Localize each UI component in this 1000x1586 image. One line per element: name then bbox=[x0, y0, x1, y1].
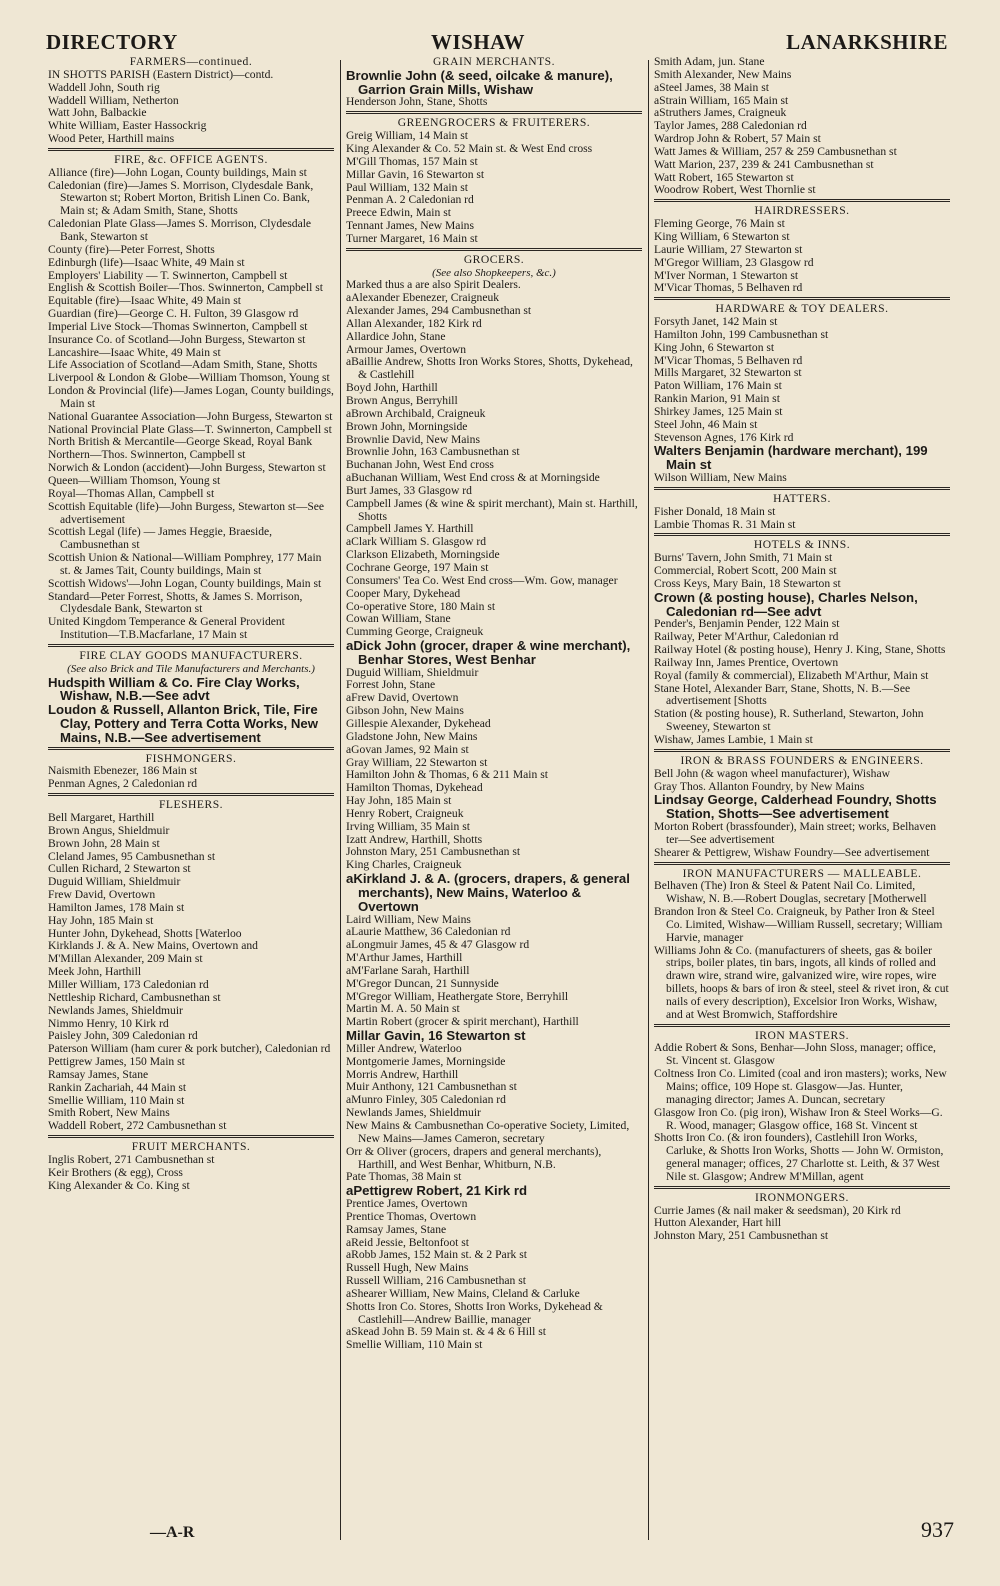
directory-entry: Glasgow Iron Co. (pig iron), Wishaw Iron & Steel Works—G. R. Wood, manager; Glasgow office, 168 St. Vincent st bbox=[654, 1105, 943, 1132]
directory-entry: Marked thus a are also Spirit Dealers. bbox=[346, 278, 521, 292]
directory-entry: aReid Jessie, Beltonfoot st bbox=[346, 1235, 470, 1249]
directory-entry: Royal (family & commercial), Elizabeth M'Arthur, Main st bbox=[654, 668, 929, 682]
directory-entry: London & Provincial (life)—James Logan, County buildings, Main st bbox=[48, 384, 334, 410]
directory-entry: M'Gregor William, Heathergate Store, Berryhill bbox=[346, 989, 569, 1003]
directory-entry: White William, Easter Hassockrig bbox=[48, 119, 207, 133]
directory-entry: Shotts Iron Co. (& iron founders), Castlehill Iron Works, Carluke, & Shotts Iron Works, Shotts — John W. Ormiston, general manager; offices, 27 Charlotte st. Leith, & 37 West Nile st. Glasgow; Andrew M'Millan, agent bbox=[654, 1131, 944, 1183]
directory-entry: Muir Anthony, 121 Cambusnethan st bbox=[346, 1080, 517, 1094]
directory-entry: Queen—William Thomson, Young st bbox=[48, 474, 221, 487]
directory-section bbox=[346, 248, 642, 1352]
directory-entry: Rankin Marion, 91 Main st bbox=[654, 392, 780, 406]
directory-entry: M'Vicar Thomas, 5 Belhaven rd bbox=[654, 353, 803, 367]
directory-entry: Turner Margaret, 16 Main st bbox=[346, 231, 478, 245]
directory-entry: Smellie William, 110 Main st bbox=[48, 1093, 185, 1107]
directory-entry: Watt Robert, 165 Stewarton st bbox=[654, 170, 794, 184]
directory-entry: Employers' Liability — T. Swinnerton, Campbell st bbox=[48, 268, 288, 282]
directory-entry: Brown Angus, Berryhill bbox=[346, 394, 458, 407]
section-title: GRAIN MERCHANTS. bbox=[432, 56, 555, 68]
directory-entry: Duguid William, Shieldmuir bbox=[346, 665, 479, 679]
directory-entry: Inglis Robert, 271 Cambusnethan st bbox=[48, 1152, 215, 1166]
directory-section bbox=[654, 487, 950, 532]
directory-entry: Nettleship Richard, Cambusnethan st bbox=[48, 990, 221, 1004]
directory-entry: Hamilton Thomas, Dykehead bbox=[346, 781, 483, 795]
directory-entry: Smith Robert, New Mains bbox=[48, 1106, 170, 1120]
directory-entry: Waddell John, South rig bbox=[48, 80, 160, 94]
directory-entry: Paterson William (ham curer & pork butcher), Caledonian rd bbox=[48, 1042, 331, 1056]
directory-entry: Wishaw, James Lambie, 1 Main st bbox=[654, 733, 813, 746]
section-note: (See also Brick and Tile Manufacturers and Merchants.) bbox=[67, 662, 315, 675]
column-3 bbox=[654, 56, 950, 1546]
directory-section bbox=[654, 749, 950, 860]
directory-entry: Laird William, New Mains bbox=[346, 912, 471, 926]
directory-entry: Greig William, 14 Main st bbox=[346, 129, 469, 143]
directory-entry: Brown John, Morningside bbox=[346, 419, 468, 433]
directory-entry: Kirklands J. & A. New Mains, Overtown and bbox=[48, 939, 258, 953]
directory-section bbox=[48, 148, 334, 642]
directory-entry: King William, 6 Stewarton st bbox=[654, 229, 790, 243]
directory-entry: IN SHOTTS PARISH (Eastern District)—contd. bbox=[48, 67, 274, 81]
directory-entry: Russell Hugh, New Mains bbox=[346, 1261, 469, 1275]
page-header bbox=[46, 30, 948, 56]
directory-entry: Alliance (fire)—John Logan, County buildings, Main st bbox=[48, 165, 307, 179]
directory-entry: Cullen Richard, 2 Stewarton st bbox=[48, 862, 191, 876]
directory-entry: Henderson John, Stane, Shotts bbox=[346, 95, 488, 109]
directory-entry: Campbell James Y. Harthill bbox=[346, 522, 474, 536]
directory-entry: Coltness Iron Co. Limited (coal and iron masters); works, New Mains; office, 109 Hope st. Glasgow—Jas. Hunter, managing director; James A. Duncan, secretary bbox=[654, 1067, 947, 1106]
directory-entry: Millar Gavin, 16 Stewarton st bbox=[346, 1028, 526, 1044]
directory-entry: Guardian (fire)—George C. H. Fulton, 39 Glasgow rd bbox=[48, 307, 299, 321]
directory-entry: Smith Alexander, New Mains bbox=[654, 67, 792, 81]
directory-entry: Allardice John, Stane bbox=[346, 329, 446, 343]
directory-entry: Station (& posting house), R. Sutherland, Stewarton, John Sweeney, Stewarton st bbox=[654, 707, 924, 734]
directory-entry: Miller Andrew, Waterloo bbox=[346, 1041, 462, 1055]
directory-entry: aBrown Archibald, Craigneuk bbox=[346, 406, 486, 420]
directory-entry: Hamilton John & Thomas, 6 & 211 Main st bbox=[346, 768, 548, 782]
directory-entry: Wilson William, New Mains bbox=[654, 471, 787, 485]
directory-entry: Burt James, 33 Glasgow rd bbox=[346, 483, 472, 497]
directory-entry: Railway Inn, James Prentice, Overtown bbox=[654, 655, 839, 669]
directory-entry: Campbell James (& wine & spirit merchant), Main st. Harthill, Shotts bbox=[346, 496, 638, 523]
directory-entry: aGovan James, 92 Main st bbox=[346, 742, 469, 756]
directory-entry: Insurance Co. of Scotland—John Burgess, Stewarton st bbox=[48, 332, 306, 346]
directory-entry: Newlands James, Shieldmuir bbox=[48, 1003, 183, 1017]
section-title: HATTERS. bbox=[773, 491, 831, 505]
directory-entry: Shirkey James, 125 Main st bbox=[654, 404, 783, 418]
directory-entry: English & Scottish Boiler—Thos. Swinnerton, Campbell st bbox=[48, 281, 324, 295]
directory-entry: aSkead John B. 59 Main st. & 4 & 6 Hill st bbox=[346, 1325, 546, 1339]
directory-entry: Buchanan John, West End cross bbox=[346, 458, 494, 472]
directory-entry: Belhaven (The) Iron & Steel & Patent Nail Co. Limited, Wishaw, N. B.—Robert Douglas, secretary [Motherwell bbox=[654, 879, 927, 906]
directory-entry: aRobb James, 152 Main st. & 2 Park st bbox=[346, 1248, 527, 1262]
directory-entry: aBuchanan William, West End cross & at Morningside bbox=[346, 471, 600, 485]
section-rule bbox=[48, 793, 334, 796]
directory-entry: Ramsay James, Stane bbox=[48, 1067, 149, 1081]
directory-entry: Waddell Robert, 272 Cambusnethan st bbox=[48, 1119, 227, 1133]
directory-entry: Boyd John, Harthill bbox=[346, 381, 438, 395]
directory-entry: aFrew David, Overtown bbox=[346, 691, 459, 705]
section-rule bbox=[48, 644, 334, 647]
section-rule bbox=[654, 1024, 950, 1027]
directory-entry: Martin Robert (grocer & spirit merchant), Harthill bbox=[346, 1015, 579, 1029]
directory-entry: Loudon & Russell, Allanton Brick, Tile, Fire Clay, Pottery and Terra Cotta Works, New Mains, N.B.—See advertisement bbox=[48, 702, 318, 745]
directory-entry: Irving William, 35 Main st bbox=[346, 819, 470, 833]
directory-entry: Penman Agnes, 2 Caledonian rd bbox=[48, 777, 198, 791]
section-rule bbox=[654, 199, 950, 202]
directory-entry: Cumming George, Craigneuk bbox=[346, 625, 484, 639]
directory-entry: Brandon Iron & Steel Co. Craigneuk, by Pather Iron & Steel Co. Limited, Wishaw—William Russell, secretary; William Harvie, manager bbox=[654, 905, 943, 944]
directory-entry: aMunro Finley, 305 Caledonian rd bbox=[346, 1093, 506, 1107]
section-title: GROCERS. bbox=[463, 252, 525, 266]
directory-entry: Brown John, 28 Main st bbox=[48, 836, 160, 850]
directory-entry: Penman A. 2 Caledonian rd bbox=[346, 193, 474, 207]
directory-entry: Caledonian (fire)—James S. Morrison, Clydesdale Bank, Stewarton st; Robert Morton, British Linen Co. Bank, Main st; & Adam Smith, Stane, Shotts bbox=[48, 178, 314, 218]
directory-entry: Brown Angus, Shieldmuir bbox=[48, 823, 170, 837]
directory-entry: aAlexander Ebenezer, Craigneuk bbox=[346, 291, 500, 305]
directory-entry: Pate Thomas, 38 Main st bbox=[346, 1170, 462, 1184]
directory-entry: National Provincial Plate Glass—T. Swinnerton, Campbell st bbox=[48, 422, 332, 436]
directory-section bbox=[654, 297, 950, 485]
directory-entry: Walters Benjamin (hardware merchant), 199 Main st bbox=[654, 443, 928, 473]
directory-entry: Smith Adam, jun. Stane bbox=[654, 56, 765, 68]
directory-entry: Gray William, 22 Stewarton st bbox=[346, 755, 488, 769]
directory-entry: Allan Alexander, 182 Kirk rd bbox=[346, 316, 482, 330]
directory-section bbox=[48, 644, 334, 745]
directory-entry: Currie James (& nail maker & seedsman), 20 Kirk rd bbox=[654, 1203, 901, 1217]
section-rule bbox=[654, 862, 950, 865]
directory-entry: aPettigrew Robert, 21 Kirk rd bbox=[346, 1183, 528, 1199]
directory-entry: Bell Margaret, Harthill bbox=[48, 811, 155, 825]
directory-section bbox=[654, 862, 950, 1022]
directory-entry: Millar Gavin, 16 Stewarton st bbox=[346, 167, 485, 181]
directory-entry: Forrest John, Stane bbox=[346, 678, 436, 692]
directory-section bbox=[346, 56, 642, 109]
directory-entry: Waddell William, Netherton bbox=[48, 93, 179, 107]
directory-entry: King Alexander & Co. 52 Main st. & West End cross bbox=[346, 141, 593, 155]
directory-entry: Orr & Oliver (grocers, drapers and general merchants), Harthill, and West Benhar, Whitburn, N.B. bbox=[346, 1144, 602, 1171]
section-rule bbox=[654, 1186, 950, 1189]
directory-section bbox=[654, 1186, 950, 1243]
directory-entry: Hunter John, Dykehead, Shotts [Waterloo bbox=[48, 926, 242, 940]
directory-section bbox=[654, 1024, 950, 1184]
directory-entry: Nimmo Henry, 10 Kirk rd bbox=[48, 1016, 169, 1030]
section-rule bbox=[654, 297, 950, 300]
directory-entry: Woodrow Robert, West Thornlie st bbox=[654, 183, 816, 197]
directory-entry: M'Arthur James, Harthill bbox=[346, 951, 463, 965]
directory-entry: Lancashire—Isaac White, 49 Main st bbox=[48, 345, 221, 359]
directory-entry: Mills Margaret, 32 Stewarton st bbox=[654, 366, 802, 380]
header-left-title: DIRECTORY bbox=[46, 30, 178, 54]
signature-mark: —A-R bbox=[150, 1524, 195, 1541]
directory-entry: Morton Robert (brassfounder), Main street; works, Belhaven ter—See advertisement bbox=[654, 819, 937, 846]
directory-entry: Bell John (& wagon wheel manufacturer), Wishaw bbox=[654, 766, 890, 780]
directory-entry: aLaurie Matthew, 36 Caledonian rd bbox=[346, 925, 511, 939]
directory-section bbox=[346, 111, 642, 245]
directory-entry: Hamilton James, 178 Main st bbox=[48, 900, 185, 914]
directory-entry: aStrain William, 165 Main st bbox=[654, 93, 789, 107]
section-title: HARDWARE & TOY DEALERS. bbox=[715, 302, 889, 316]
section-rule bbox=[48, 148, 334, 151]
section-title: IRON MANUFACTURERS — MALLEABLE. bbox=[682, 866, 922, 880]
directory-entry: Alexander James, 294 Cambusnethan st bbox=[346, 304, 532, 318]
directory-entry: Paul William, 132 Main st bbox=[346, 180, 469, 194]
directory-section bbox=[654, 56, 950, 197]
section-title: FIRE, &c. OFFICE AGENTS. bbox=[114, 152, 268, 166]
directory-entry: Cross Keys, Mary Bain, 18 Stewarton st bbox=[654, 576, 841, 590]
directory-section bbox=[654, 533, 950, 746]
directory-entry: Life Association of Scotland—Adam Smith, Stane, Shotts bbox=[48, 358, 318, 372]
header-center-title: WISHAW bbox=[431, 30, 526, 54]
directory-entry: Watt James & William, 257 & 259 Cambusnethan st bbox=[654, 144, 897, 158]
directory-entry: Cowan William, Stane bbox=[346, 612, 451, 626]
directory-entry: Consumers' Tea Co. West End cross—Wm. Gow, manager bbox=[346, 573, 618, 587]
section-rule bbox=[48, 747, 334, 750]
section-rule bbox=[654, 487, 950, 490]
directory-entry: Scottish Union & National—William Pomphrey, 177 Main st. & James Tait, County buildings, Main st bbox=[48, 551, 322, 577]
directory-entry: aShearer William, New Mains, Cleland & Carluke bbox=[346, 1286, 580, 1300]
directory-entry: Brownlie John (& seed, oilcake & manure), Garrion Grain Mills, Wishaw bbox=[346, 67, 613, 97]
section-title: FLESHERS. bbox=[158, 798, 224, 812]
directory-entry: Edinburgh (life)—Isaac White, 49 Main st bbox=[48, 255, 245, 269]
directory-entry: Prentice James, Overtown bbox=[346, 1196, 468, 1210]
directory-entry: New Mains & Cambusnethan Co-operative Society, Limited, New Mains—James Cameron, secretary bbox=[346, 1118, 630, 1145]
directory-section bbox=[48, 56, 334, 146]
directory-entry: Henry Robert, Craigneuk bbox=[346, 806, 464, 820]
directory-entry: Wardrop John & Robert, 57 Main st bbox=[654, 132, 821, 146]
directory-entry: Fisher Donald, 18 Main st bbox=[654, 504, 776, 518]
directory-section bbox=[48, 747, 334, 792]
directory-entry: Brownlie John, 163 Cambusnethan st bbox=[346, 445, 520, 459]
directory-entry: Steel John, 46 Main st bbox=[654, 417, 758, 431]
directory-entry: Co-operative Store, 180 Main st bbox=[346, 599, 496, 613]
section-title: IRON & BRASS FOUNDERS & ENGINEERS. bbox=[680, 753, 924, 767]
column-2 bbox=[346, 56, 642, 1546]
directory-entry: Stevenson Agnes, 176 Kirk rd bbox=[654, 430, 794, 444]
directory-entry: M'Millan Alexander, 209 Main st bbox=[48, 952, 203, 966]
directory-entry: Railway, Peter M'Arthur, Caledonian rd bbox=[654, 630, 839, 644]
directory-entry: Cleland James, 95 Cambusnethan st bbox=[48, 849, 216, 863]
directory-entry: Gladstone John, New Mains bbox=[346, 729, 478, 743]
directory-entry: aClark William S. Glasgow rd bbox=[346, 535, 487, 549]
directory-entry: United Kingdom Temperance & General Provident Institution—T.B.Macfarlane, 17 Main st bbox=[48, 615, 285, 642]
directory-entry: Scottish Legal (life) — James Heggie, Braeside, Cambusnethan st bbox=[48, 525, 273, 552]
directory-entry: Duguid William, Shieldmuir bbox=[48, 875, 181, 889]
directory-entry: Johnston Mary, 251 Cambusnethan st bbox=[654, 1229, 829, 1243]
directory-entry: Hudspith William & Co. Fire Clay Works, Wishaw, N.B.—See advt bbox=[48, 674, 300, 704]
directory-entry: Railway Hotel (& posting house), Henry J. King, Stane, Shotts bbox=[654, 643, 946, 657]
directory-entry: Watt Marion, 237, 239 & 241 Cambusnethan st bbox=[654, 157, 874, 171]
directory-section bbox=[48, 1135, 334, 1192]
section-rule bbox=[346, 248, 642, 251]
section-title: HAIRDRESSERS. bbox=[754, 204, 850, 218]
section-title: GREENGROCERS & FRUITERERS. bbox=[397, 116, 591, 130]
directory-entry: Gray Thos. Allanton Foundry, by New Mains bbox=[654, 779, 865, 793]
directory-entry: M'Gregor William, 23 Glasgow rd bbox=[654, 255, 814, 269]
directory-entry: Shotts Iron Co. Stores, Shotts Iron Works, Dykehead & Castlehill—Andrew Baillie, manager bbox=[346, 1299, 603, 1326]
directory-entry: Naismith Ebenezer, 186 Main st bbox=[48, 764, 198, 778]
header-right-title: LANARKSHIRE bbox=[786, 30, 948, 54]
directory-entry: Crown (& posting house), Charles Nelson, Caledonian rd—See advt bbox=[654, 589, 918, 619]
directory-entry: Scottish Equitable (life)—John Burgess, Stewarton st—See advertisement bbox=[48, 499, 325, 526]
directory-entry: aLongmuir James, 45 & 47 Glasgow rd bbox=[346, 938, 530, 952]
directory-entry: Armour James, Overtown bbox=[346, 342, 467, 356]
directory-entry: Hay John, 185 Main st bbox=[346, 794, 452, 808]
directory-entry: Rankin Zachariah, 44 Main st bbox=[48, 1080, 187, 1094]
directory-entry: Liverpool & London & Globe—William Thomson, Young st bbox=[48, 371, 330, 385]
directory-entry: Stane Hotel, Alexander Barr, Stane, Shotts, N. B.—See advertisement [Shotts bbox=[654, 681, 911, 708]
directory-entry: County (fire)—Peter Forrest, Shotts bbox=[48, 242, 215, 256]
directory-entry: Gillespie Alexander, Dykehead bbox=[346, 717, 491, 730]
directory-entry: Northern—Thos. Swinnerton, Campbell st bbox=[48, 448, 246, 462]
directory-section bbox=[48, 793, 334, 1133]
directory-entry: Montgomerie James, Morningside bbox=[346, 1054, 506, 1068]
directory-entry: Keir Brothers (& egg), Cross bbox=[48, 1165, 183, 1179]
directory-entry: M'Gregor Duncan, 21 Sunnyside bbox=[346, 976, 499, 990]
directory-entry: Hamilton John, 199 Cambusnethan st bbox=[654, 327, 829, 341]
directory-entry: Norwich & London (accident)—John Burgess, Stewarton st bbox=[48, 461, 326, 475]
directory-entry: Hutton Alexander, Hart hill bbox=[654, 1216, 782, 1230]
directory-entry: Equitable (fire)—Isaac White, 49 Main st bbox=[48, 294, 241, 308]
directory-entry: Smellie William, 110 Main st bbox=[346, 1338, 483, 1352]
directory-entry: aBaillie Andrew, Shotts Iron Works Stores, Shotts, Dykehead, & Castlehill bbox=[346, 355, 633, 382]
directory-entry: aM'Farlane Sarah, Harthill bbox=[346, 963, 470, 977]
directory-entry: Paton William, 176 Main st bbox=[654, 379, 782, 393]
section-note: (See also Shopkeepers, &c.) bbox=[432, 266, 556, 279]
directory-entry: Caledonian Plate Glass—James S. Morrison, Clydesdale Bank, Stewarton st bbox=[48, 217, 312, 243]
directory-entry: Miller William, 173 Caledonian rd bbox=[48, 977, 209, 991]
section-rule bbox=[48, 1135, 334, 1138]
section-title: IRONMONGERS. bbox=[755, 1190, 849, 1204]
section-rule bbox=[346, 111, 642, 114]
directory-entry: Frew David, Overtown bbox=[48, 888, 156, 902]
directory-entry: King Alexander & Co. King st bbox=[48, 1178, 190, 1192]
directory-entry: King Charles, Craigneuk bbox=[346, 858, 462, 872]
directory-entry: aDick John (grocer, draper & wine merchant), Benhar Stores, West Benhar bbox=[346, 638, 631, 667]
section-rule bbox=[654, 533, 950, 536]
directory-entry: Russell William, 216 Cambusnethan st bbox=[346, 1274, 526, 1288]
section-title: FARMERS—continued. bbox=[129, 56, 253, 68]
section-title: FISHMONGERS. bbox=[145, 751, 237, 765]
directory-entry: Imperial Live Stock—Thomas Swinnerton, Campbell st bbox=[48, 319, 308, 333]
directory-section bbox=[654, 199, 950, 295]
directory-entry: Clarkson Elizabeth, Morningside bbox=[346, 548, 500, 562]
directory-entry: Hay John, 185 Main st bbox=[48, 913, 154, 927]
column-divider bbox=[648, 60, 649, 1540]
directory-entry: Martin M. A. 50 Main st bbox=[346, 1002, 460, 1016]
directory-entry: Morris Andrew, Harthill bbox=[346, 1067, 459, 1081]
directory-entry: North British & Mercantile—George Skead, Royal Bank bbox=[48, 435, 313, 449]
column-1 bbox=[48, 56, 334, 1546]
directory-entry: Standard—Peter Forrest, Shotts, & James S. Morrison, Clydesdale Bank, Stewarton st bbox=[48, 589, 303, 616]
directory-entry: Royal—Thomas Allan, Campbell st bbox=[48, 486, 215, 500]
directory-entry: Preece Edwin, Main st bbox=[346, 206, 451, 220]
directory-entry: aStruthers James, Craigneuk bbox=[654, 106, 787, 120]
section-title: FRUIT MERCHANTS. bbox=[131, 1140, 251, 1154]
directory-entry: Meek John, Harthill bbox=[48, 965, 142, 979]
directory-entry: Laurie William, 27 Stewarton st bbox=[654, 242, 803, 256]
directory-entry: aKirkland J. & A. (grocers, drapers, & general merchants), New Mains, Waterloo & Overtown bbox=[346, 871, 630, 914]
directory-entry: Cooper Mary, Dykehead bbox=[346, 586, 461, 600]
directory-entry: Izatt Andrew, Harthill, Shotts bbox=[346, 832, 483, 846]
section-title: FIRE CLAY GOODS MANUFACTURERS. bbox=[79, 648, 303, 662]
directory-entry: Pender's, Benjamin Pender, 122 Main st bbox=[654, 617, 840, 631]
directory-entry: Scottish Widows'—John Logan, County buildings, Main st bbox=[48, 576, 322, 590]
directory-entry: Watt John, Balbackie bbox=[48, 106, 147, 120]
column-divider bbox=[340, 60, 341, 1540]
directory-entry: Lambie Thomas R. 31 Main st bbox=[654, 517, 796, 531]
directory-entry: Brownlie David, New Mains bbox=[346, 432, 480, 446]
directory-entry: Lindsay George, Calderhead Foundry, Shotts Station, Shotts—See advertisement bbox=[654, 792, 937, 822]
directory-entry: Tennant James, New Mains bbox=[346, 219, 474, 233]
directory-entry: Ramsay James, Stane bbox=[346, 1222, 447, 1236]
directory-entry: Taylor James, 288 Caledonian rd bbox=[654, 119, 807, 133]
directory-entry: Wood Peter, Harthill mains bbox=[48, 132, 175, 146]
section-title: HOTELS & INNS. bbox=[753, 538, 851, 552]
directory-entry: Fleming George, 76 Main st bbox=[654, 217, 785, 231]
directory-columns bbox=[46, 56, 950, 1556]
directory-entry: Prentice Thomas, Overtown bbox=[346, 1209, 477, 1223]
directory-entry: Pettigrew James, 150 Main st bbox=[48, 1055, 185, 1069]
section-title: IRON MASTERS. bbox=[754, 1028, 850, 1042]
directory-entry: Cochrane George, 197 Main st bbox=[346, 560, 489, 574]
section-rule bbox=[654, 749, 950, 752]
directory-entry: Johnston Mary, 251 Cambusnethan st bbox=[346, 845, 521, 859]
directory-entry: Gibson John, New Mains bbox=[346, 704, 464, 718]
directory-entry: Commercial, Robert Scott, 200 Main st bbox=[654, 564, 837, 578]
directory-entry: M'Iver Norman, 1 Stewarton st bbox=[654, 268, 799, 282]
directory-entry: Williams John & Co. (manufacturers of sheets, gas & boiler strips, boiler plates, tin bars, ingots, all kinds of rolled and drawn wire, strand wire, galvanized wire, wire ropes, wire billets, hoops & bars of iron & steel, steel & rivet iron, & cut nails of every description), Excelsior Iron Works, Wishaw, and at West Bromwich, Staffordshire bbox=[654, 943, 949, 1021]
directory-entry: aSteel James, 38 Main st bbox=[654, 80, 769, 94]
page-number: 937 bbox=[921, 1517, 954, 1542]
directory-entry: M'Vicar Thomas, 5 Belhaven rd bbox=[654, 281, 803, 295]
directory-entry: Paisley John, 309 Caledonian rd bbox=[48, 1029, 198, 1043]
directory-entry: Shearer & Pettigrew, Wishaw Foundry—See advertisement bbox=[654, 845, 930, 859]
directory-entry: Burns' Tavern, John Smith, 71 Main st bbox=[654, 551, 833, 565]
directory-entry: National Guarantee Association—John Burgess, Stewarton st bbox=[48, 409, 333, 423]
directory-entry: King John, 6 Stewarton st bbox=[654, 340, 775, 354]
directory-entry: Forsyth Janet, 142 Main st bbox=[654, 315, 778, 329]
directory-entry: Addie Robert & Sons, Benhar—John Sloss, manager; office, St. Vincent st. Glasgow bbox=[654, 1041, 936, 1068]
directory-entry: Newlands James, Shieldmuir bbox=[346, 1106, 481, 1120]
directory-entry: M'Gill Thomas, 157 Main st bbox=[346, 154, 478, 168]
